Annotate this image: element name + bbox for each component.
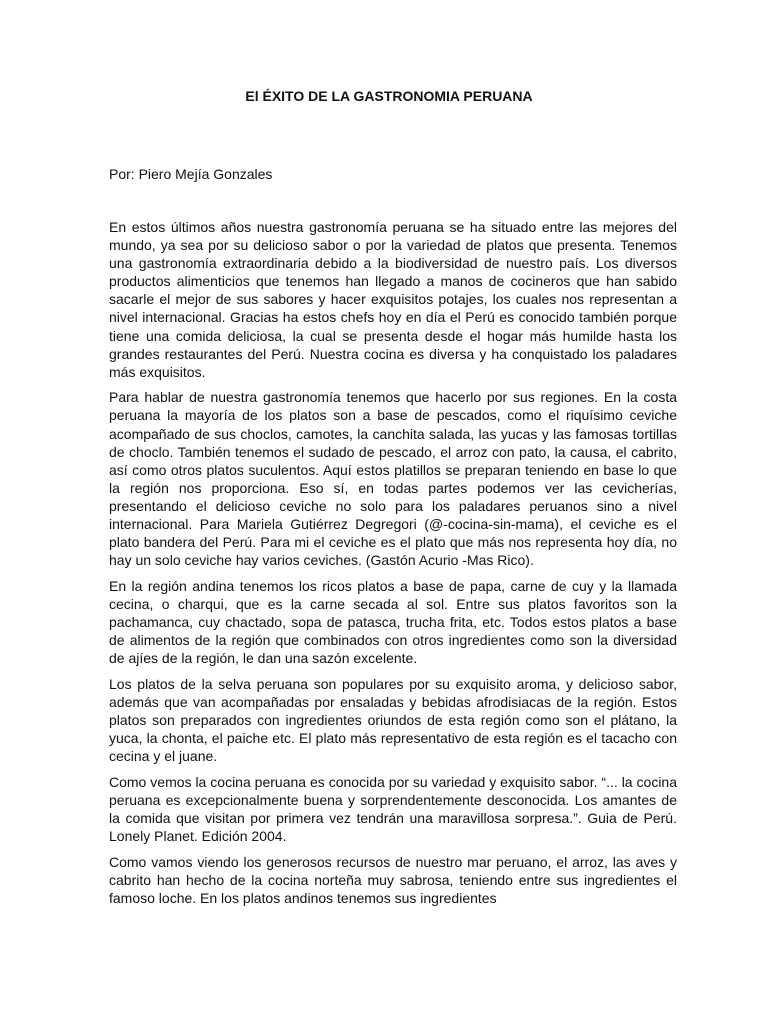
paragraph-selva: Los platos de la selva peruana son populares por su exquisito aroma, y delicioso sabor, además que van acompañadas por ensaladas y bebidas afrodisiacas de la región. Estos platos son preparados con ingredientes oriundos de esta región como son el plátano, la yuca, la chonta, el paiche etc. El plato más representativo de esta región es el tacacho con cecina y el juane. xyxy=(109,675,677,765)
paragraph-andina: En la región andina tenemos los ricos platos a base de papa, carne de cuy y la llamada cecina, o charqui, que es la carne secada al sol. Entre sus platos favoritos son la pachamanca, cuy chactado, sopa de patasca, trucha frita, etc. Todos estos platos a base de alimentos de la región que combinados con otros ingredientes como son la diversidad de ajíes de la región, le dan una sazón excelente. xyxy=(109,577,677,667)
paragraph-quote: Como vemos la cocina peruana es conocida por su variedad y exquisito sabor. “... la cocina peruana es excepcionalmente buena y sorprendentemente desconocida. Los amantes de la comida que visitan por primera vez tendrán una maravillosa sorpresa.”. Guia de Perú. Lonely Planet. Edición 2004. xyxy=(109,773,677,844)
paragraph-intro: En estos últimos años nuestra gastronomía peruana se ha situado entre las mejores del mundo, ya sea por su delicioso sabor o por la variedad de platos que presenta. Tenemos una gastronomía extraordinaria debido a la biodiversidad de nuestro país. Los diversos productos alimenticios que tenemos han llegado a manos de cocineros que han sabido sacarle el mejor de sus sabores y hacer exquisitos potajes, los cuales nos representan a nivel internacional. Gracias ha estos chefs hoy en día el Perú es conocido también porque tiene una comida deliciosa, la cual se presenta desde el hogar más humilde hasta los grandes restaurantes del Perú. Nuestra cocina es diversa y ha conquistado los paladares más exquisitos. xyxy=(109,219,677,380)
document-title: El ÉXITO DE LA GASTRONOMIA PERUANA xyxy=(245,88,533,104)
paragraph-costa: Para hablar de nuestra gastronomía tenemos que hacerlo por sus regiones. En la costa peruana la mayoría de los platos son a base de pescados, como el riquísimo ceviche acompañado de sus choclos, camotes, la canchita salada, las yucas y las famosas tortillas de choclo. También tenemos el sudado de pescado, el arroz con pato, la causa, el cabrito, así como otros platos suculentos. Aquí estos platillos se preparan teniendo en base lo que la región nos proporciona. Eso sí, en todas partes podemos ver las cevicherías, presentando el delicioso ceviche no solo para los paladares peruanos sino a nivel internacional. Para Mariela Gutiérrez Degregori (@-cocina-sin-mama), el ceviche es el plato bandera del Perú. Para mi el ceviche es el plato que más nos representa hoy día, no hay un solo ceviche hay varios ceviches. (Gastón Acurio -Mas Rico). xyxy=(109,389,677,569)
author-line: Por: Piero Mejía Gonzales xyxy=(109,166,273,182)
paragraph-norte: Como vamos viendo los generosos recursos de nuestro mar peruano, el arroz, las aves y cabrito han hecho de la cocina norteña muy sabrosa, teniendo entre sus ingredientes el famoso loche. En los platos andinos tenemos sus ingredientes xyxy=(109,853,677,906)
document-body xyxy=(109,218,677,914)
